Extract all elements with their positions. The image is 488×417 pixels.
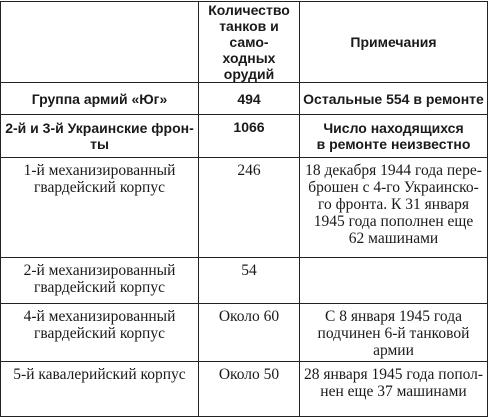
cell-note: Число находящихся в ремонте неизвестно xyxy=(300,115,488,158)
cell-count: 1066 xyxy=(199,115,300,158)
table-row xyxy=(1,304,488,362)
header-count: Количество танков и само- ходных орудий xyxy=(199,2,300,83)
cell-count: 246 xyxy=(199,158,300,258)
table-header-row xyxy=(1,2,488,83)
table-row xyxy=(1,158,488,258)
cell-unit: 2-й механизированный гвардейский корпус xyxy=(1,258,199,304)
cell-unit: Группа армий «Юг» xyxy=(1,83,199,115)
cell-count: 54 xyxy=(199,258,300,304)
table-row xyxy=(1,115,488,158)
cell-unit: 2-й и 3-й Украинские фрон- ты xyxy=(1,115,199,158)
cell-note: 28 января 1945 года попол- нен еще 37 машинами xyxy=(300,362,488,417)
cell-unit: 1-й механизированный гвардейский корпус xyxy=(1,158,199,258)
cell-count: Около 50 xyxy=(199,362,300,417)
cell-note: С 8 января 1945 года подчинен 6-й танковой армии xyxy=(300,304,488,362)
table-row xyxy=(1,83,488,115)
cell-unit: 5-й кавалерийский корпус xyxy=(1,362,199,417)
table-row xyxy=(1,258,488,304)
tank-strength-table xyxy=(0,1,488,417)
table-row xyxy=(1,362,488,417)
cell-count: Около 60 xyxy=(199,304,300,362)
cell-note: Остальные 554 в ремонте xyxy=(300,83,488,115)
cell-note xyxy=(300,258,488,304)
cell-count: 494 xyxy=(199,83,300,115)
header-unit xyxy=(1,2,199,83)
cell-note: 18 декабря 1944 года пере- брошен с 4-го Украинско- го фронта. К 31 января 1945 года пополнен еще 62 машинами xyxy=(300,158,488,258)
cell-unit: 4-й механизированный гвардейский корпус xyxy=(1,304,199,362)
header-notes: Примечания xyxy=(300,2,488,83)
